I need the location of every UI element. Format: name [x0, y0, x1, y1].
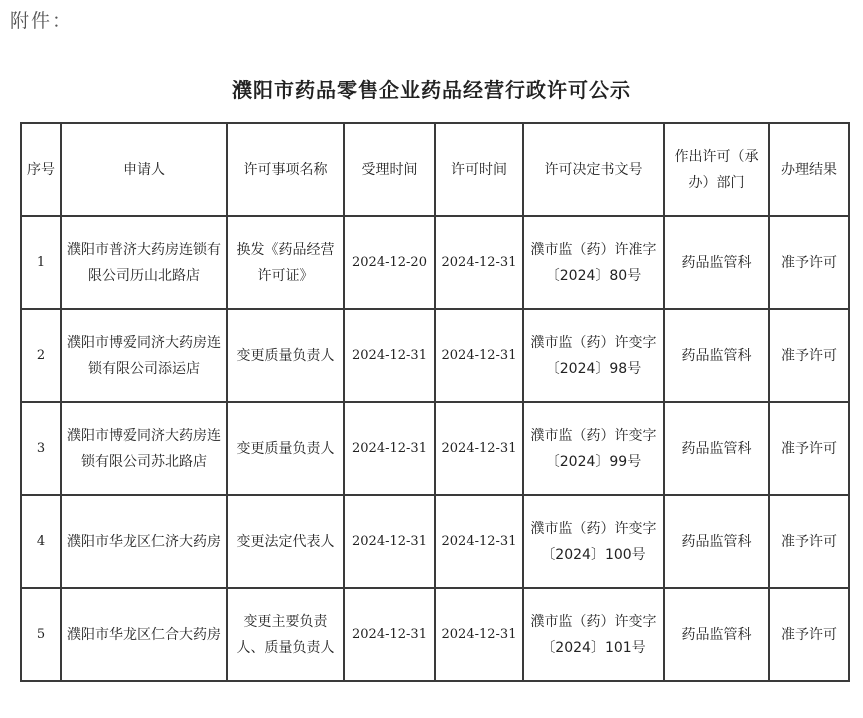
cell-result: 准予许可	[769, 216, 849, 309]
cell-applicant: 濮阳市普济大药房连锁有限公司历山北路店	[61, 216, 227, 309]
table-row	[21, 495, 849, 588]
cell-item: 变更法定代表人	[227, 495, 344, 588]
cell-permit-time: 2024-12-31	[435, 309, 523, 402]
header-item: 许可事项名称	[227, 123, 344, 216]
header-dept: 作出许可（承办）部门	[664, 123, 769, 216]
cell-seq: 3	[21, 402, 61, 495]
cell-accept-time: 2024-12-31	[344, 495, 435, 588]
cell-result: 准予许可	[769, 588, 849, 681]
header-permit-time: 许可时间	[435, 123, 523, 216]
cell-doc-no: 濮市监（药）许变字〔2024〕98号	[523, 309, 664, 402]
header-result: 办理结果	[769, 123, 849, 216]
cell-applicant: 濮阳市博爱同济大药房连锁有限公司苏北路店	[61, 402, 227, 495]
header-seq: 序号	[21, 123, 61, 216]
table-row	[21, 216, 849, 309]
cell-accept-time: 2024-12-20	[344, 216, 435, 309]
cell-result: 准予许可	[769, 402, 849, 495]
cell-result: 准予许可	[769, 309, 849, 402]
cell-item: 变更主要负责人、质量负责人	[227, 588, 344, 681]
cell-applicant: 濮阳市华龙区仁合大药房	[61, 588, 227, 681]
table-row	[21, 402, 849, 495]
cell-result: 准予许可	[769, 495, 849, 588]
cell-dept: 药品监管科	[664, 309, 769, 402]
cell-seq: 1	[21, 216, 61, 309]
cell-doc-no: 濮市监（药）许变字〔2024〕99号	[523, 402, 664, 495]
cell-item: 换发《药品经营许可证》	[227, 216, 344, 309]
cell-dept: 药品监管科	[664, 402, 769, 495]
header-accept-time: 受理时间	[344, 123, 435, 216]
cell-applicant: 濮阳市博爱同济大药房连锁有限公司添运店	[61, 309, 227, 402]
cell-item: 变更质量负责人	[227, 402, 344, 495]
cell-permit-time: 2024-12-31	[435, 588, 523, 681]
page-title: 濮阳市药品零售企业药品经营行政许可公示	[232, 78, 631, 102]
cell-seq: 4	[21, 495, 61, 588]
cell-accept-time: 2024-12-31	[344, 402, 435, 495]
header-applicant: 申请人	[61, 123, 227, 216]
cell-dept: 药品监管科	[664, 588, 769, 681]
cell-permit-time: 2024-12-31	[435, 216, 523, 309]
table-row	[21, 588, 849, 681]
cell-doc-no: 濮市监（药）许变字〔2024〕101号	[523, 588, 664, 681]
cell-doc-no: 濮市监（药）许变字〔2024〕100号	[523, 495, 664, 588]
header-doc-no: 许可决定书文号	[523, 123, 664, 216]
cell-permit-time: 2024-12-31	[435, 402, 523, 495]
cell-permit-time: 2024-12-31	[435, 495, 523, 588]
cell-item: 变更质量负责人	[227, 309, 344, 402]
table-row	[21, 309, 849, 402]
cell-seq: 5	[21, 588, 61, 681]
cell-dept: 药品监管科	[664, 216, 769, 309]
cell-doc-no: 濮市监（药）许准字〔2024〕80号	[523, 216, 664, 309]
cell-dept: 药品监管科	[664, 495, 769, 588]
cell-accept-time: 2024-12-31	[344, 309, 435, 402]
cell-applicant: 濮阳市华龙区仁济大药房	[61, 495, 227, 588]
table-header-row	[21, 123, 849, 216]
attachment-label: 附件：	[10, 10, 74, 32]
permit-table	[20, 122, 850, 682]
cell-seq: 2	[21, 309, 61, 402]
cell-accept-time: 2024-12-31	[344, 588, 435, 681]
